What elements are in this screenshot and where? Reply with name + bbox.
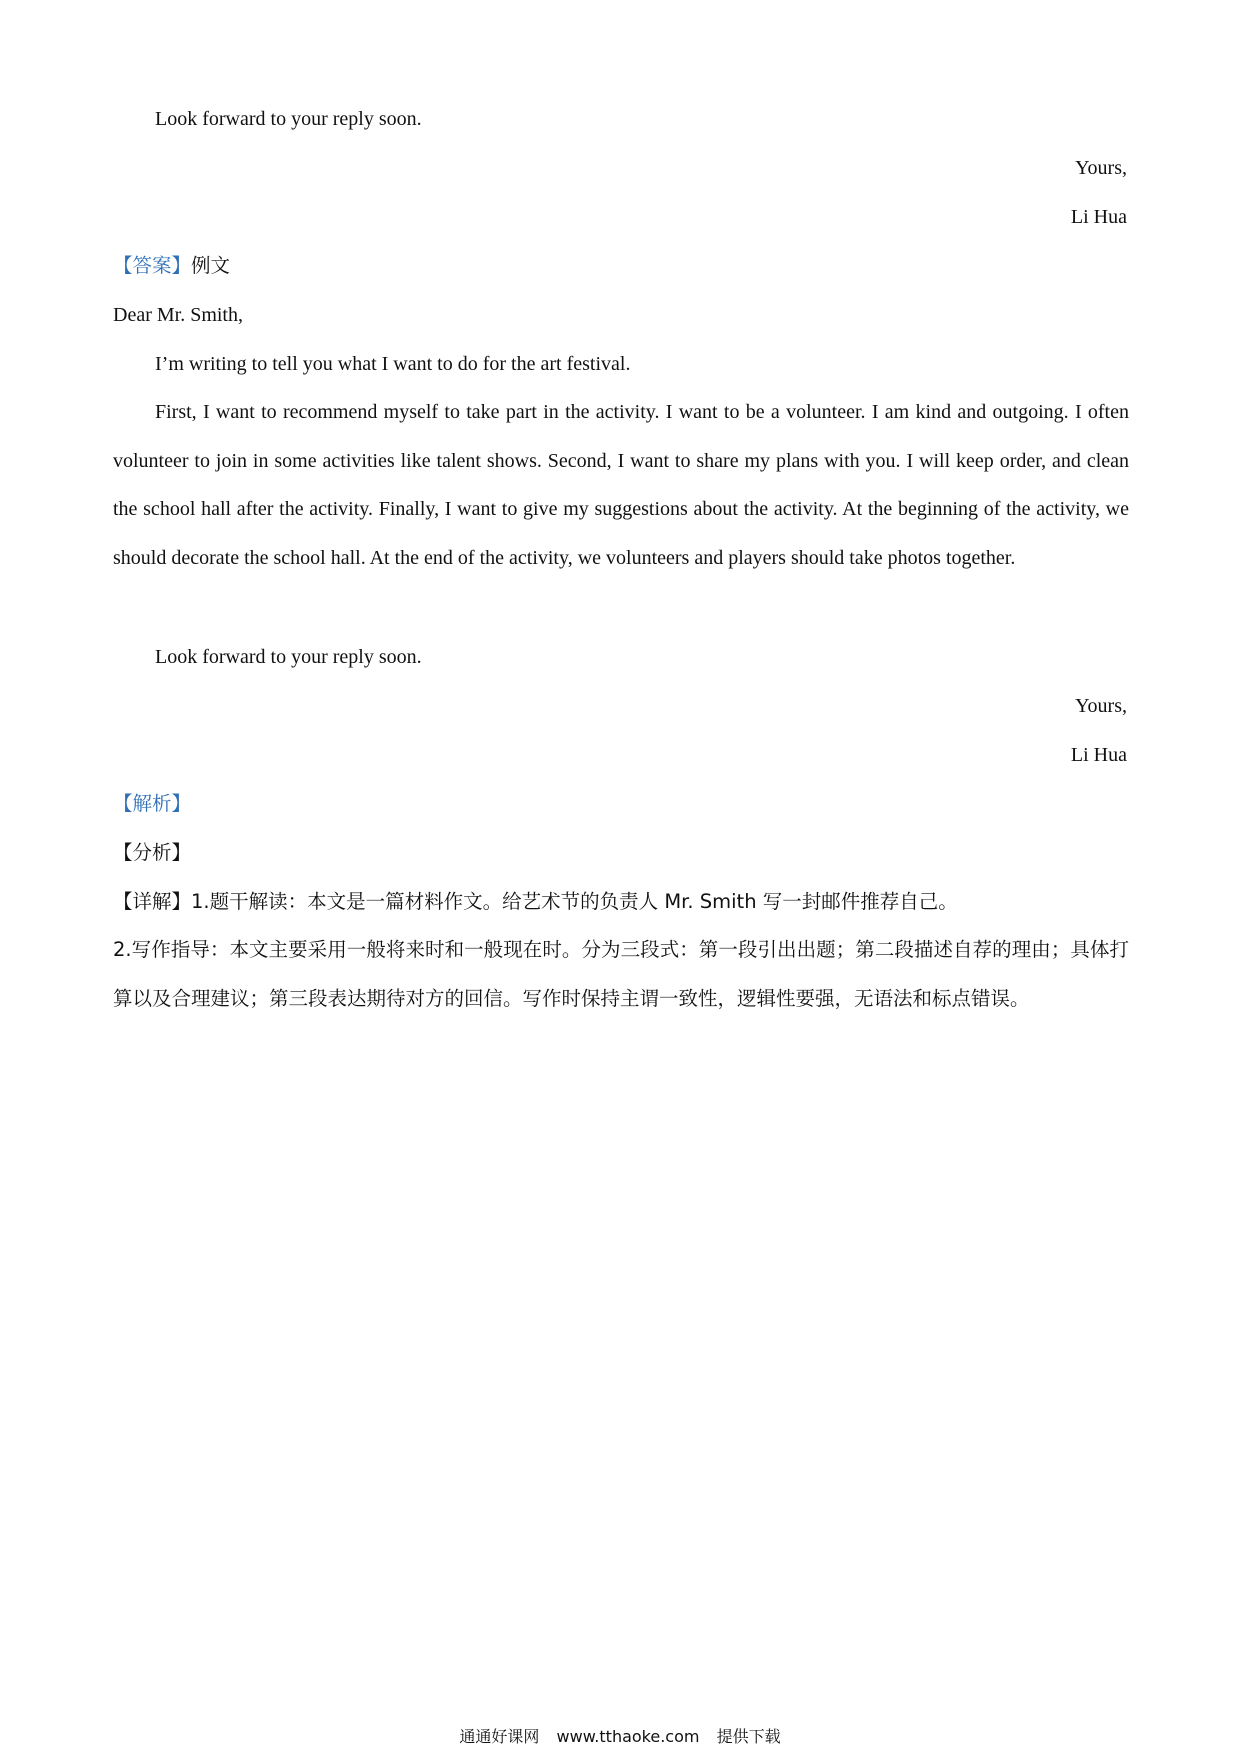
detail-tag: 【详解】 bbox=[113, 890, 192, 913]
analysis-tag: 【解析】 bbox=[113, 792, 192, 815]
answer-tag: 【答案】 bbox=[113, 254, 192, 277]
letter-signature: Li Hua bbox=[1070, 744, 1127, 766]
letter-closing-line: Look forward to your reply soon. bbox=[155, 646, 422, 668]
analysis-detail-2: 2.写作指导：本文主要采用一般将来时和一般现在时。分为三段式：第一段引出出题；第二段描述自荐的理由；具体打算以及合理建议；第三段表达期待对方的回信。写作时保持主谓一致性，逻辑性要强，无语法和标点错误。 bbox=[113, 938, 1129, 1010]
page-footer bbox=[0, 1727, 1240, 1747]
intro-signature: Li Hua bbox=[1070, 206, 1127, 228]
intro-closing-line: Look forward to your reply soon. bbox=[155, 108, 422, 130]
letter-body: First, I want to recommend myself to take part in the activity. I want to be a volunteer. I am kind and outgoing. I often volunteer to join in some activities like talent shows. Second, I want to share my plans with you. I will keep order, and clean the school hall after the activity. Finally, I want to give my suggestions about the activity. At the beginning of the activity, we should decorate the school hall. At the end of the activity, we volunteers and players should take photos together. bbox=[113, 401, 1129, 570]
intro-signoff: Yours, bbox=[1075, 157, 1127, 179]
letter-opening: I’m writing to tell you what I want to do for the art festival. bbox=[155, 353, 631, 375]
letter-signoff: Yours, bbox=[1075, 695, 1127, 717]
footer-note: 提供下载 bbox=[716, 1727, 781, 1746]
analysis-detail-1 bbox=[113, 889, 958, 915]
footer-url: www.tthaoke.com bbox=[556, 1727, 700, 1746]
letter-salutation: Dear Mr. Smith, bbox=[113, 304, 243, 326]
analysis-subtag: 【分析】 bbox=[113, 841, 192, 864]
footer-site-name: 通通好课网 bbox=[459, 1727, 540, 1746]
answer-heading bbox=[113, 253, 230, 279]
answer-label: 例文 bbox=[191, 254, 231, 277]
detail-1-text: 1.题干解读：本文是一篇材料作文。给艺术节的负责人 Mr. Smith 写一封邮件推荐自己。 bbox=[191, 890, 958, 913]
